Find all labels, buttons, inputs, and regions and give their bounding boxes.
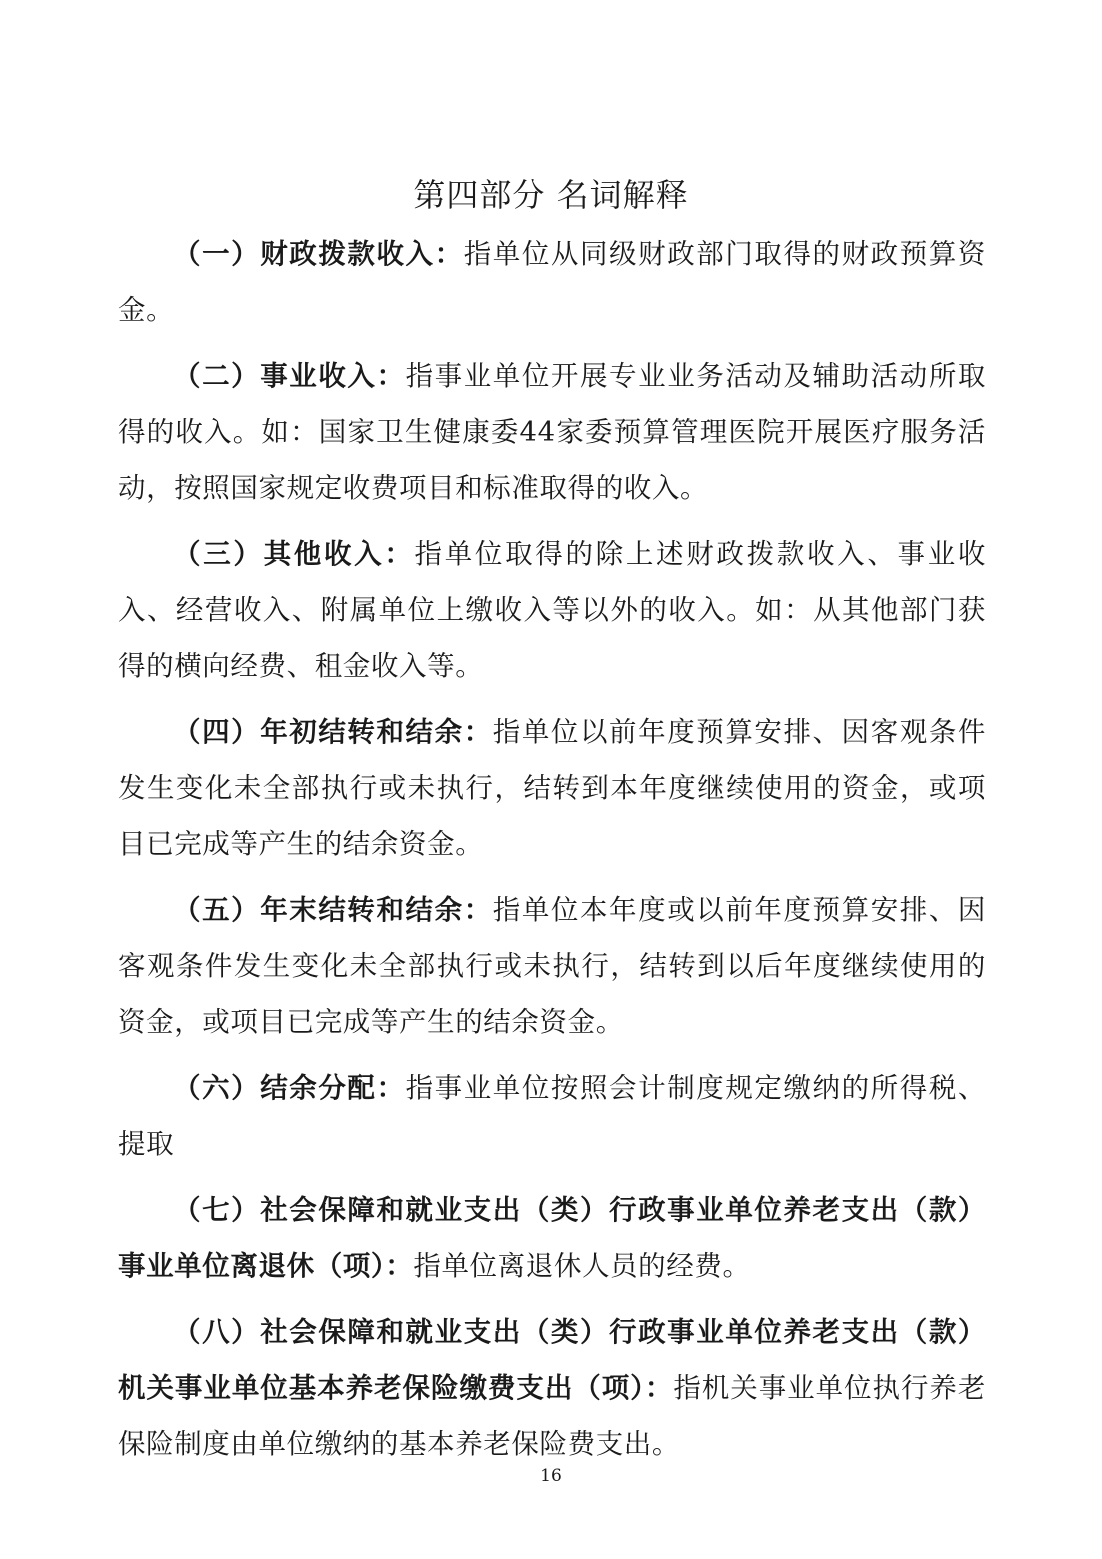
glossary-definition: 指事业单位按照会计制度规定缴纳的所得税、提取 xyxy=(118,1072,986,1160)
glossary-definition: 指单位取得的除上述财政拨款收入、事业收入、经营收入、附属单位上缴收入等以外的收入。如：从其他部门获得的横向经费、租金收入等。 xyxy=(118,538,986,682)
page-number: 16 xyxy=(540,1466,562,1486)
glossary-term: （八）社会保障和就业支出（类）行政事业单位养老支出（款）机关事业单位基本养老保险缴费支出（项）： xyxy=(118,1316,986,1404)
glossary-term: （五）年末结转和结余： xyxy=(173,894,493,926)
glossary-definition: 指单位本年度或以前年度预算安排、因客观条件发生变化未全部执行或未执行，结转到以后年度继续使用的资金，或项目已完成等产生的结余资金。 xyxy=(118,894,986,1038)
glossary-definition: 指事业单位开展专业业务活动及辅助活动所取得的收入。如：国家卫生健康委44家委预算管理医院开展医疗服务活动，按照国家规定收费项目和标准取得的收入。 xyxy=(118,360,986,504)
glossary-term: （二）事业收入： xyxy=(173,360,406,392)
glossary-entry-2 xyxy=(118,348,986,516)
glossary-entry-8 xyxy=(118,1304,986,1472)
glossary-entry-6 xyxy=(118,1060,986,1172)
page-title: 第四部分 名词解释 xyxy=(413,176,689,214)
glossary-entry-7 xyxy=(118,1182,986,1294)
glossary-definition: 指单位从同级财政部门取得的财政预算资金。 xyxy=(118,238,986,326)
glossary-entry-1 xyxy=(118,226,986,338)
glossary-term: （六）结余分配： xyxy=(173,1072,406,1104)
glossary-term: （三）其他收入： xyxy=(173,538,415,570)
glossary-content xyxy=(118,226,986,1482)
glossary-term: （七）社会保障和就业支出（类）行政事业单位养老支出（款）事业单位离退休（项）： xyxy=(118,1194,986,1282)
glossary-definition: 指单位以前年度预算安排、因客观条件发生变化未全部执行或未执行，结转到本年度继续使用的资金，或项目已完成等产生的结余资金。 xyxy=(118,716,986,860)
glossary-entry-3 xyxy=(118,526,986,694)
glossary-term: （一）财政拨款收入： xyxy=(173,238,464,270)
glossary-entry-4 xyxy=(118,704,986,872)
glossary-definition: 指单位离退休人员的经费。 xyxy=(413,1250,751,1282)
glossary-entry-5 xyxy=(118,882,986,1050)
glossary-definition: 指机关事业单位执行养老保险制度由单位缴纳的基本养老保险费支出。 xyxy=(118,1372,986,1460)
glossary-term: （四）年初结转和结余： xyxy=(173,716,493,748)
